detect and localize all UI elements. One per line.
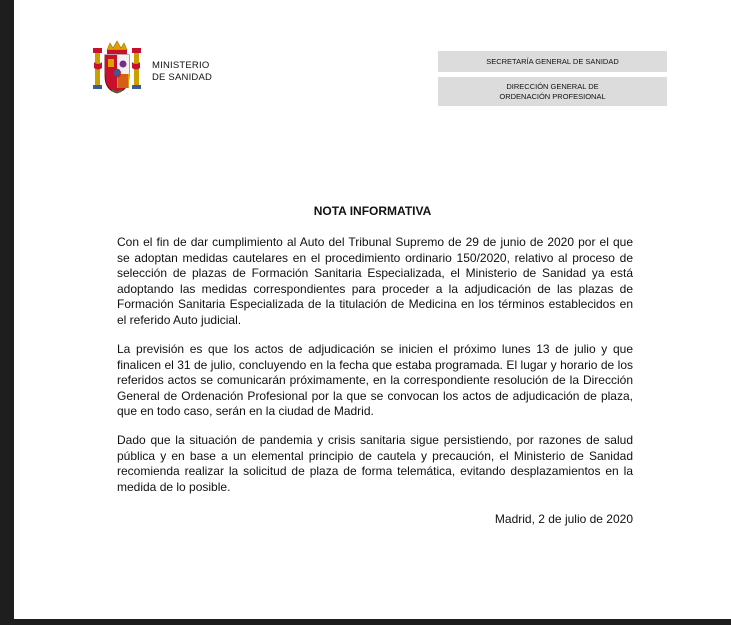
document-page [14,0,731,619]
secretaria-header-box: SECRETARÍA GENERAL DE SANIDAD [438,51,667,72]
body-paragraph-3: Dado que la situación de pandemia y crisis sanitaria sigue persistiendo, por razones de salud pública y en base a un elemental principio de cautela y precaución, el Ministerio de Sanidad recomienda realizar la solicitud de plaza de forma telemática, evitando desplazamientos en la medida de lo posible. [117,433,633,494]
direccion-line1: DIRECCIÓN GENERAL DE [506,81,599,91]
ministry-logo [92,40,262,100]
coat-of-arms-icon [92,40,142,96]
body-paragraph-2: La previsión es que los actos de adjudicación se inicien el próximo lunes 13 de julio y que finalicen el 31 de julio, concluyendo en la fecha que estaba programada. El lugar y horario de los referidos actos se comunicarán próximamente, en la correspondiente resolución de la Dirección General de Ordenación Profesional por la que se convocan los actos de adjudicación de plaza, que en todo caso, serán en la ciudad de Madrid. [117,342,633,418]
direccion-header-box [438,77,667,106]
ministry-name-line2: DE SANIDAD [152,72,213,83]
document-title: NOTA INFORMATIVA [313,204,432,218]
ministry-name-line1: MINISTERIO [152,60,210,71]
place-date-signature: Madrid, 2 de julio de 2020 [494,512,633,526]
body-paragraph-1: Con el fin de dar cumplimiento al Auto del Tribunal Supremo de 29 de junio de 2020 por el que se adoptan medidas cautelares en el procedimiento ordinario 150/2020, relativo al proceso de selección de plazas de Formación Sanitaria Especializada, el Ministerio de Sanidad ya está adoptando las medidas correspondientes para proceder a la adjudicación de las plazas de Formación Sanitaria Especializada de la titulación de Medicina en los términos establecidos en el referido Auto judicial. [117,235,633,327]
direccion-line2: ORDENACIÓN PROFESIONAL [499,91,606,101]
left-frame-edge [0,0,14,625]
ministry-name [152,60,242,84]
bottom-frame-edge [0,619,731,625]
